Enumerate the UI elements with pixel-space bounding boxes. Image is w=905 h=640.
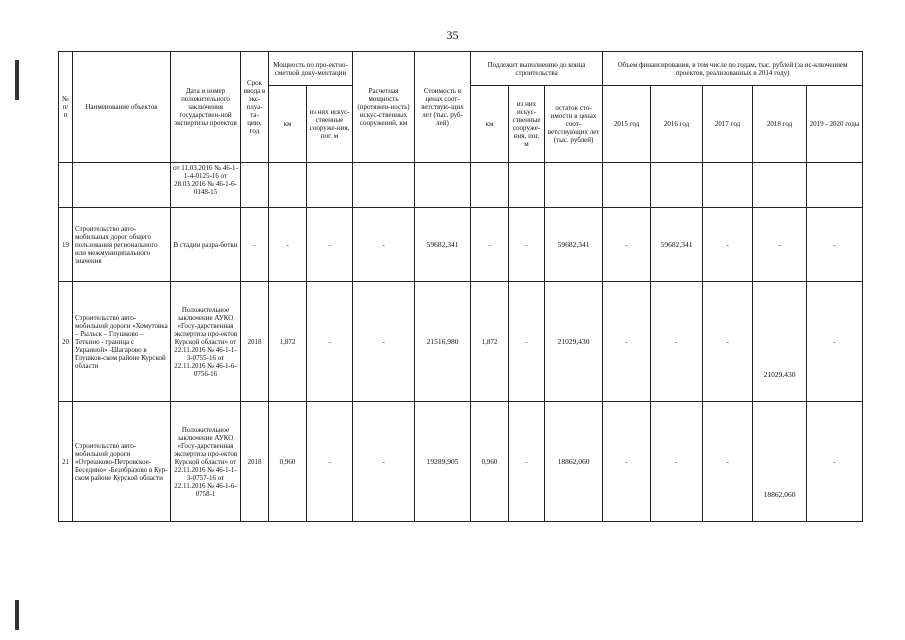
cell-2015: [603, 163, 651, 208]
cell-name: Строительство авто-мобильных дорог общего пользования регионального или межмуниципального значения: [73, 208, 171, 282]
cell-structures: -: [307, 402, 353, 522]
header-remaining-group: Подлежит выполнению до конца строительства: [471, 52, 603, 86]
scan-margin-mark: [15, 600, 19, 630]
cell-structures2: -: [509, 208, 545, 282]
cell-2019-2020: -: [807, 402, 863, 522]
header-structures: из них искус-ственные сооруже-ния, пог. м: [307, 86, 353, 163]
cell-structures: -: [307, 282, 353, 402]
cell-term: 2018: [241, 282, 269, 402]
cell-no: 20: [59, 282, 73, 402]
header-year-2017: 2017 год: [703, 86, 753, 163]
cell-2017: -: [703, 282, 753, 402]
header-year-2018: 2018 год: [753, 86, 807, 163]
cell-date: В стадии разра-ботки: [171, 208, 241, 282]
cell-2018: 18862,060: [753, 402, 807, 522]
cell-km2: 0,960: [471, 402, 509, 522]
header-capacity-group: Мощность по про-ектно-сметной доку-ментации: [269, 52, 353, 86]
cell-term: -: [241, 208, 269, 282]
cell-km2: [471, 163, 509, 208]
cell-calc: [353, 163, 415, 208]
cell-km: 1,872: [269, 282, 307, 402]
cell-2019-2020: -: [807, 208, 863, 282]
cell-no: 21: [59, 402, 73, 522]
table-row: [59, 163, 863, 208]
cell-2016: -: [651, 282, 703, 402]
cell-structures2: -: [509, 402, 545, 522]
cell-structures: [307, 163, 353, 208]
cell-calc: -: [353, 282, 415, 402]
header-no: № п/п: [59, 52, 73, 163]
header-km2: км: [471, 86, 509, 163]
header-remaining-cost: остаток сто-имости в ценах соот-ветствующих лет (тыс. рублей): [545, 86, 603, 163]
header-funding-group: Объем финансирования, в том числе по годам, тыс. рублей (за ис-ключением проектов, реализованных в 2014 году): [603, 52, 863, 86]
cell-2019-2020: -: [807, 282, 863, 402]
cell-date: Положительное заключение АУКО «Госу-дарственная экспертиза про-ектов Курской области» от 22.11.2016 № 46-1-1-3-0757-16 от 22.11.2016 № 46-1-6-0758-1: [171, 402, 241, 522]
table-row: [59, 282, 863, 402]
cell-term: 2018: [241, 402, 269, 522]
header-year-2016: 2016 год: [651, 86, 703, 163]
table-row: [59, 208, 863, 282]
header-name: Наименование объектов: [73, 52, 171, 163]
cell-2017: [703, 163, 753, 208]
cell-calc: -: [353, 402, 415, 522]
cell-2019-2020: [807, 163, 863, 208]
header-calc-capacity: Расчетная мощность (протяжен-ность) искус-ственных сооружений, км: [353, 52, 415, 163]
cell-2018: 21029,430: [753, 282, 807, 402]
cell-remaining: 59682,341: [545, 208, 603, 282]
cell-2015: -: [603, 402, 651, 522]
cell-name: Строительство авто-мобильной дороги «Отрешково-Петровское-Беседино» -Безобразово в Кур-ском районе Курской области: [73, 402, 171, 522]
cell-2018: [753, 163, 807, 208]
cell-2017: -: [703, 402, 753, 522]
header-row-1: [59, 52, 863, 86]
cell-structures2: -: [509, 282, 545, 402]
cell-2015: -: [603, 208, 651, 282]
header-year-2015: 2015 год: [603, 86, 651, 163]
cell-no: 19: [59, 208, 73, 282]
objects-table: [58, 51, 863, 522]
page-number: 35: [446, 28, 459, 42]
cell-km2: 1,872: [471, 282, 509, 402]
header-structures2: из них искус-ственные сооруже-ния, пог. м: [509, 86, 545, 163]
cell-date: Положительное заключение АУКО «Госу-дарственная экспертиза про-ектов Курской области» от 22.11.2016 № 46-1-1-3-0755-16 от 22.11.2016 № 46-1-6-0756-16: [171, 282, 241, 402]
cell-km: 0,960: [269, 402, 307, 522]
cell-no: [59, 163, 73, 208]
header-term: Срок ввода в экс-плуа-та-цию, год: [241, 52, 269, 163]
cell-remaining: 21029,430: [545, 282, 603, 402]
header-km: км: [269, 86, 307, 163]
header-date: Дата и номер положительного заключения государствен-ной экспертизы проектов: [171, 52, 241, 163]
cell-name: [73, 163, 171, 208]
cell-date: от 11.03.2016 № 46-1-1-4-0125-16 от 28.03.2016 № 46-1-6-0148-15: [171, 163, 241, 208]
cell-structures2: [509, 163, 545, 208]
cell-km: [269, 163, 307, 208]
cell-remaining: [545, 163, 603, 208]
cell-2016: 59682,341: [651, 208, 703, 282]
cell-cost: [415, 163, 471, 208]
header-year-2019-2020: 2019 - 2020 годы: [807, 86, 863, 163]
cell-km2: -: [471, 208, 509, 282]
cell-2015: -: [603, 282, 651, 402]
cell-2018: -: [753, 208, 807, 282]
cell-name: Строительство авто-мобильной дороги «Хомутовка – Рыльск – Глушково –Теткино - граница с Украиной» -Шагарово в Глушков-ском районе Курской области: [73, 282, 171, 402]
cell-2016: [651, 163, 703, 208]
cell-2016: -: [651, 402, 703, 522]
cell-cost: 21516,980: [415, 282, 471, 402]
cell-cost: 19289,905: [415, 402, 471, 522]
cell-km: -: [269, 208, 307, 282]
cell-term: [241, 163, 269, 208]
table-row: [59, 402, 863, 522]
cell-cost: 59682,341: [415, 208, 471, 282]
header-cost: Стоимость в ценах соот-ветствую-щих лет (тыс. руб-лей): [415, 52, 471, 163]
cell-remaining: 18862,060: [545, 402, 603, 522]
cell-calc: -: [353, 208, 415, 282]
cell-structures: -: [307, 208, 353, 282]
cell-2017: -: [703, 208, 753, 282]
scan-margin-mark: [15, 60, 19, 100]
